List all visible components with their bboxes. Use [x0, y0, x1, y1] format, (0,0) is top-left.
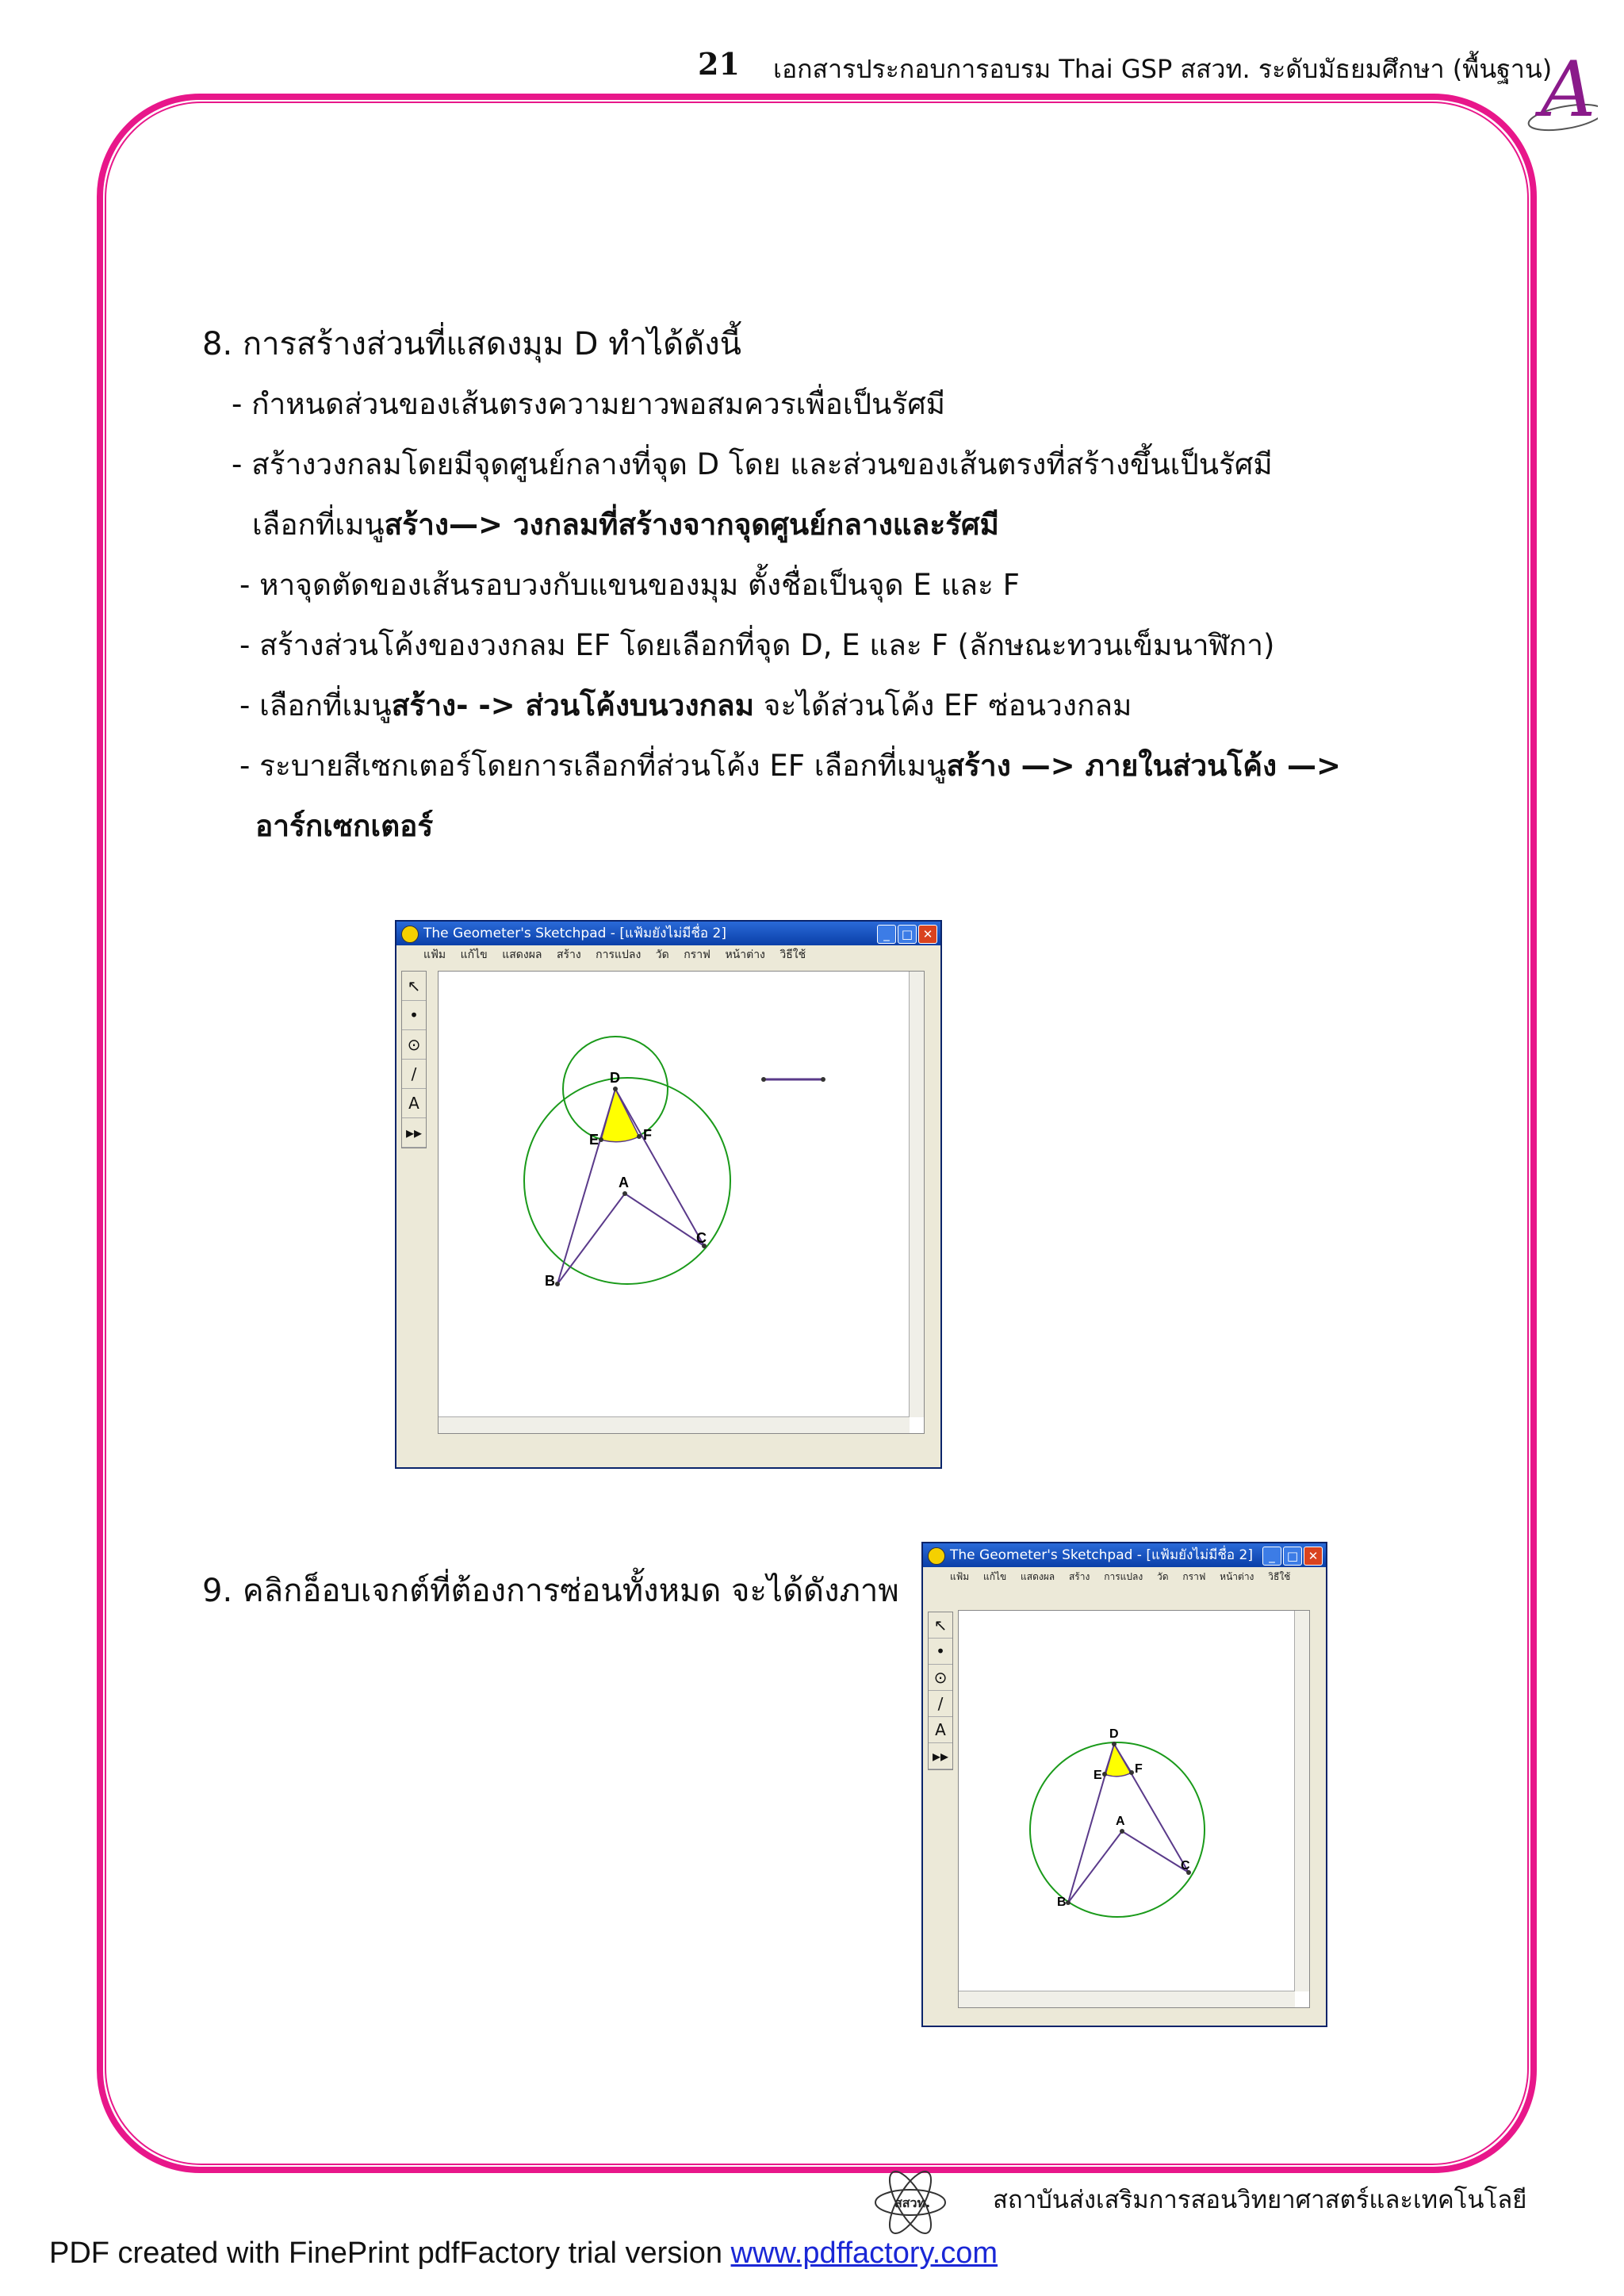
label-c: C: [696, 1230, 707, 1246]
custom-tool-icon[interactable]: ▸▸: [929, 1743, 952, 1769]
menu-measure[interactable]: วัด: [1157, 1571, 1169, 1582]
segment-ac[interactable]: [625, 1194, 704, 1246]
step8-line-3: [252, 506, 999, 544]
menu-help[interactable]: วิธีใช้: [1268, 1571, 1291, 1582]
toolbox: [928, 1612, 953, 1770]
step9-heading: 9. คลิกอ็อบเจกต์ที่ต้องการซ่อนทั้งหมด จะได้ดังภาพ: [202, 1573, 899, 1609]
menu-display[interactable]: แสดงผล: [1021, 1571, 1055, 1582]
point-e[interactable]: [599, 1137, 603, 1142]
menu-transform[interactable]: การแปลง: [1104, 1571, 1143, 1582]
app-icon: [401, 926, 419, 943]
ipst-logo-text: สสวท.: [894, 2195, 931, 2210]
segment-ac[interactable]: [1122, 1831, 1189, 1872]
minimize-button[interactable]: _: [1262, 1547, 1281, 1566]
label-b: B: [545, 1273, 555, 1289]
step8-line-6-menu: สร้าง- -> ส่วนโค้งบนวงกลม: [391, 688, 754, 723]
point-a[interactable]: [1120, 1829, 1124, 1834]
step8-line-7-text: - ระบายสีเซกเตอร์โดยการเลือกที่ส่วนโค้ง EF เลือกที่เมนู: [239, 749, 947, 783]
step8-line-2: - สร้างวงกลมโดยมีจุดศูนย์กลางที่จุด D โดย และส่วนของเส้นตรงที่สร้างขึ้นเป็นรัศมี: [232, 447, 1273, 481]
sketchpad-window-2: [921, 1542, 1327, 2027]
step8-line-7: [239, 747, 1341, 785]
horizontal-scrollbar[interactable]: [959, 1991, 1295, 2007]
menu-file[interactable]: แฟ้ม: [950, 1571, 970, 1582]
custom-tool-icon[interactable]: ▸▸: [402, 1118, 426, 1148]
menu-construct[interactable]: สร้าง: [556, 949, 581, 961]
header-title: เอกสารประกอบการอบรม Thai GSP สสวท. ระดับมัธยมศึกษา (พื้นฐาน): [773, 54, 1553, 84]
step8-line-6: [239, 687, 1132, 725]
step8-line-8-menu: อาร์กเซกเตอร์: [255, 809, 434, 843]
label-d: D: [1109, 1727, 1119, 1741]
line-tool-icon[interactable]: /: [402, 1060, 426, 1089]
header-logo-letter: A: [1541, 45, 1596, 134]
minimize-button[interactable]: _: [877, 925, 896, 944]
step8-line-4: - หาจุดตัดของเส้นรอบวงกับแขนของมุม ตั้งชื่อเป็นจุด E และ F: [239, 568, 1020, 602]
maximize-button[interactable]: □: [898, 925, 917, 944]
sketch-canvas[interactable]: [958, 1610, 1310, 2008]
arrow-tool-icon[interactable]: ↖: [929, 1612, 952, 1639]
label-a: A: [1116, 1815, 1125, 1828]
pdf-footer-text: PDF created with FinePrint pdfFactory trial version: [49, 2237, 731, 2270]
point-e[interactable]: [1102, 1772, 1107, 1777]
step8-line-3-text: เลือกที่เมนู: [252, 508, 385, 542]
label-b: B: [1057, 1895, 1067, 1909]
sketchpad-window-1: [395, 920, 942, 1469]
pdf-footer: [49, 2237, 998, 2271]
label-f: F: [1135, 1762, 1143, 1776]
line-tool-icon[interactable]: /: [929, 1691, 952, 1717]
ipst-logo: [871, 2167, 950, 2241]
label-e: E: [1094, 1769, 1102, 1782]
segment-ab[interactable]: [557, 1194, 625, 1284]
vertical-scrollbar[interactable]: [1294, 1611, 1309, 1991]
label-a: A: [619, 1175, 629, 1190]
window-titlebar: [923, 1543, 1326, 1567]
step8-line-6-tail: จะได้ส่วนโค้ง EF ซ่อนวงกลม: [754, 688, 1132, 723]
point-f[interactable]: [637, 1134, 642, 1139]
step8-line-6-text: - เลือกที่เมนู: [239, 688, 392, 723]
page-number: 21: [698, 46, 740, 82]
window-title: The Geometer's Sketchpad - [แฟ้มยังไม่มีชื่อ 2]: [950, 1547, 1253, 1563]
point-a[interactable]: [622, 1191, 627, 1196]
app-icon: [928, 1547, 945, 1565]
menu-graph[interactable]: กราฟ: [684, 949, 710, 961]
pdffactory-link[interactable]: www.pdffactory.com: [730, 2237, 998, 2270]
sketch-canvas[interactable]: [438, 971, 925, 1434]
menu-edit[interactable]: แก้ไข: [460, 949, 488, 961]
point-d[interactable]: [1112, 1742, 1116, 1746]
menu-window[interactable]: หน้าต่าง: [1220, 1571, 1254, 1582]
compass-tool-icon[interactable]: ⊙: [929, 1665, 952, 1691]
segment-db[interactable]: [557, 1089, 615, 1284]
header-logo: [1511, 38, 1598, 144]
text-tool-icon[interactable]: A: [402, 1089, 426, 1118]
segment-dc[interactable]: [1114, 1744, 1189, 1872]
menu-bar: [396, 945, 940, 964]
menu-file[interactable]: แฟ้ม: [423, 949, 446, 961]
point-b[interactable]: [1066, 1900, 1071, 1905]
step8-line-3-menu: สร้าง—> วงกลมที่สร้างจากจุดศูนย์กลางและรัศมี: [384, 508, 999, 542]
maximize-button[interactable]: □: [1283, 1547, 1302, 1566]
label-e: E: [589, 1132, 599, 1148]
step8-line-5: - สร้างส่วนโค้งของวงกลม EF โดยเลือกที่จุด D, E และ F (ลักษณะทวนเข็มนาฬิกา): [239, 628, 1275, 662]
horizontal-scrollbar[interactable]: [439, 1416, 910, 1433]
point[interactable]: [821, 1077, 825, 1082]
menu-display[interactable]: แสดงผล: [502, 949, 542, 961]
vertical-scrollbar[interactable]: [909, 972, 924, 1417]
label-c: C: [1181, 1859, 1190, 1872]
segment-ab[interactable]: [1068, 1831, 1122, 1903]
menu-construct[interactable]: สร้าง: [1068, 1571, 1090, 1582]
window-title: The Geometer's Sketchpad - [แฟ้มยังไม่มีชื่อ 2]: [423, 926, 726, 941]
window-titlebar: [396, 922, 940, 945]
step8-heading: 8. การสร้างส่วนที่แสดงมุม D ทำได้ดังนี้: [202, 326, 741, 362]
menu-transform[interactable]: การแปลง: [596, 949, 642, 961]
segment-dc[interactable]: [615, 1089, 704, 1246]
point[interactable]: [761, 1077, 766, 1082]
footer-institute: สถาบันส่งเสริมการสอนวิทยาศาสตร์และเทคโนโลยี: [993, 2186, 1527, 2214]
step8-line-7-menu: สร้าง —> ภายในส่วนโค้ง —>: [946, 749, 1341, 783]
menu-help[interactable]: วิธีใช้: [779, 949, 806, 961]
label-f: F: [643, 1127, 652, 1143]
toolbox: [401, 971, 427, 1148]
point-tool-icon[interactable]: •: [929, 1639, 952, 1665]
text-tool-icon[interactable]: A: [929, 1717, 952, 1743]
step8-line-8: [255, 807, 433, 845]
compass-tool-icon[interactable]: ⊙: [402, 1030, 426, 1060]
step8-line-1: - กำหนดส่วนของเส้นตรงความยาวพอสมควรเพื่อเป็นรัศมี: [232, 387, 946, 421]
label-d: D: [610, 1070, 620, 1086]
segment-db[interactable]: [1068, 1744, 1114, 1903]
menu-graph[interactable]: กราฟ: [1182, 1571, 1206, 1582]
point-b[interactable]: [555, 1282, 560, 1286]
arrow-tool-icon[interactable]: ↖: [402, 972, 426, 1001]
close-button[interactable]: ✕: [918, 925, 937, 944]
point-tool-icon[interactable]: •: [402, 1001, 426, 1030]
menu-measure[interactable]: วัด: [655, 949, 669, 961]
menu-edit[interactable]: แก้ไข: [982, 1571, 1007, 1582]
point-f[interactable]: [1129, 1770, 1134, 1775]
menu-window[interactable]: หน้าต่าง: [725, 949, 765, 961]
menu-bar: [923, 1567, 1326, 1586]
close-button[interactable]: ✕: [1304, 1547, 1323, 1566]
point-d[interactable]: [613, 1087, 618, 1091]
